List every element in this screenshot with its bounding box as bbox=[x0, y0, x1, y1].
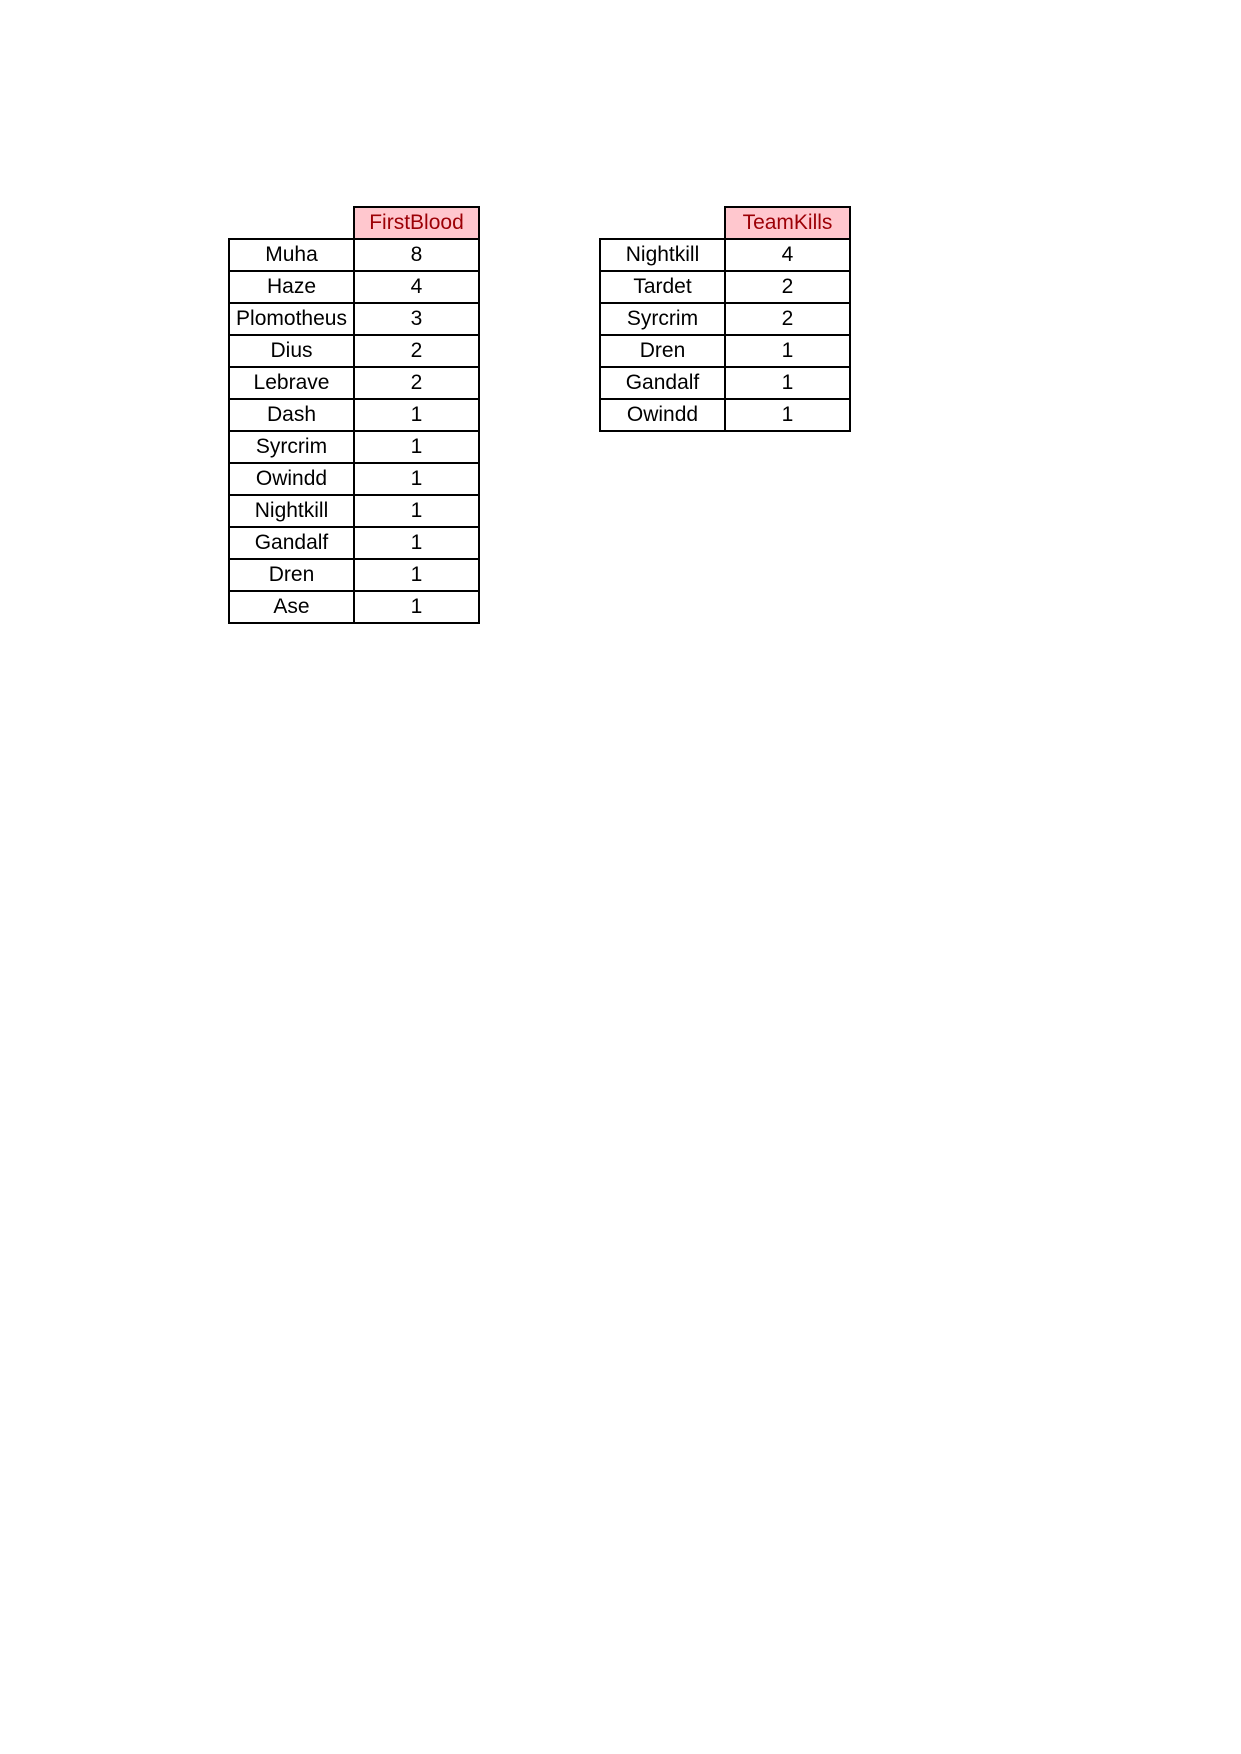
firstblood-value-cell: 1 bbox=[354, 527, 479, 559]
teamkills-value-cell: 2 bbox=[725, 303, 850, 335]
player-name-cell: Haze bbox=[229, 271, 354, 303]
table-row bbox=[229, 495, 479, 527]
firstblood-value-cell: 2 bbox=[354, 367, 479, 399]
player-name-cell: Muha bbox=[229, 239, 354, 271]
player-name-cell: Dius bbox=[229, 335, 354, 367]
table-row bbox=[229, 463, 479, 495]
table-row bbox=[229, 271, 479, 303]
player-name-cell: Nightkill bbox=[600, 239, 725, 271]
firstblood-value-cell: 4 bbox=[354, 271, 479, 303]
table-row bbox=[229, 335, 479, 367]
firstblood-value-cell: 1 bbox=[354, 559, 479, 591]
player-name-cell: Nightkill bbox=[229, 495, 354, 527]
player-name-cell: Lebrave bbox=[229, 367, 354, 399]
player-name-cell: Dren bbox=[600, 335, 725, 367]
player-name-cell: Owindd bbox=[229, 463, 354, 495]
firstblood-value-cell: 8 bbox=[354, 239, 479, 271]
firstblood-column-header: FirstBlood bbox=[354, 207, 479, 239]
table-row bbox=[229, 303, 479, 335]
firstblood-value-cell: 1 bbox=[354, 495, 479, 527]
firstblood-corner-cell bbox=[229, 207, 354, 239]
player-name-cell: Dren bbox=[229, 559, 354, 591]
teamkills-value-cell: 1 bbox=[725, 335, 850, 367]
player-name-cell: Syrcrim bbox=[229, 431, 354, 463]
firstblood-value-cell: 1 bbox=[354, 591, 479, 623]
player-name-cell: Dash bbox=[229, 399, 354, 431]
teamkills-header-row bbox=[600, 207, 850, 239]
table-row bbox=[229, 591, 479, 623]
teamkills-value-cell: 2 bbox=[725, 271, 850, 303]
table-row bbox=[600, 239, 850, 271]
teamkills-value-cell: 1 bbox=[725, 399, 850, 431]
teamkills-corner-cell bbox=[600, 207, 725, 239]
table-row bbox=[229, 527, 479, 559]
table-row bbox=[229, 239, 479, 271]
player-name-cell: Plomotheus bbox=[229, 303, 354, 335]
table-row bbox=[600, 335, 850, 367]
teamkills-value-cell: 4 bbox=[725, 239, 850, 271]
player-name-cell: Gandalf bbox=[229, 527, 354, 559]
teamkills-value-cell: 1 bbox=[725, 367, 850, 399]
firstblood-value-cell: 1 bbox=[354, 431, 479, 463]
teamkills-column-header: TeamKills bbox=[725, 207, 850, 239]
table-row bbox=[229, 559, 479, 591]
firstblood-table bbox=[228, 206, 480, 624]
firstblood-value-cell: 1 bbox=[354, 463, 479, 495]
firstblood-header-row bbox=[229, 207, 479, 239]
table-row bbox=[600, 399, 850, 431]
player-name-cell: Tardet bbox=[600, 271, 725, 303]
firstblood-value-cell: 3 bbox=[354, 303, 479, 335]
table-row bbox=[600, 303, 850, 335]
firstblood-table-body bbox=[229, 207, 479, 623]
teamkills-table bbox=[599, 206, 851, 432]
table-row bbox=[229, 399, 479, 431]
player-name-cell: Syrcrim bbox=[600, 303, 725, 335]
table-row bbox=[229, 431, 479, 463]
player-name-cell: Owindd bbox=[600, 399, 725, 431]
teamkills-table-body bbox=[600, 207, 850, 431]
firstblood-value-cell: 2 bbox=[354, 335, 479, 367]
firstblood-value-cell: 1 bbox=[354, 399, 479, 431]
table-row bbox=[600, 271, 850, 303]
table-row bbox=[600, 367, 850, 399]
player-name-cell: Ase bbox=[229, 591, 354, 623]
table-row bbox=[229, 367, 479, 399]
player-name-cell: Gandalf bbox=[600, 367, 725, 399]
